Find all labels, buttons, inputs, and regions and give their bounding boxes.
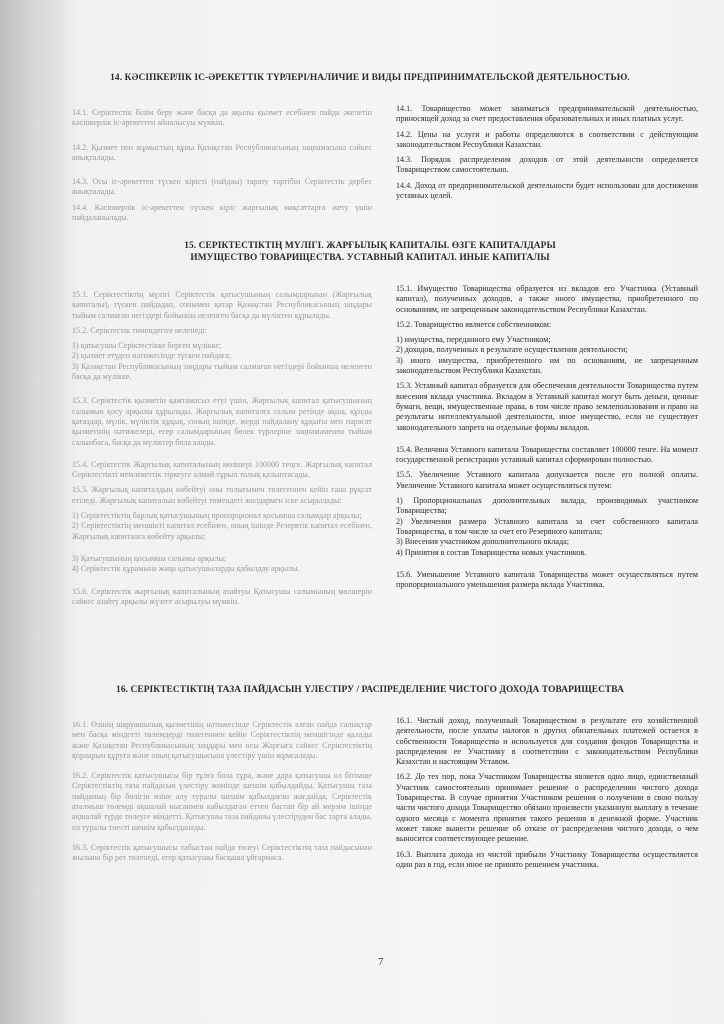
clause-14-3-ru: 14.3. Порядок распределения доходов от этой деятельности определяется Товариществом самостоятельно. bbox=[396, 155, 698, 175]
clause-16-2-kk: 16.2. Серіктестік қатысушысы бір тұлға бола тұра, және дара қатысушы ол бітімше Серіктестіктің таза пайдасын үлестіру жөнінде шешім қабылдайды. Қатысушы таза пайданың бір бөлігін өзіне алу туралы шешім қабылдаған жағдайда, Серіктестік аталмыш төлемді ақшалай нысанмен кабылдаған еттен бастап бір ай мерзім ішінде ақшалай түрде төлеуге міндетті. Қатысушы таза пайданы үлестіруден бас тарта алады, ол туралы тиесті шешім қабылданады. bbox=[72, 771, 372, 832]
section-15-kk-column bbox=[72, 290, 372, 612]
clause-14-1-kk: 14.1. Серіктестік білім беру және басқа да ақылы қызмет есебінен пайда әкелетін кәсіпкерлік іс-әрекеттен айналысуы мүмкін. bbox=[72, 108, 372, 128]
section-16-heading: 16. СЕРІКТЕСТІКТІҢ ТАЗА ПАЙДАСЫН ҮЛЕСТІРУ / РАСПРЕДЕЛЕНИЕ ЧИСТОГО ДОХОДА ТОВАРИЩЕСТВА bbox=[116, 685, 624, 695]
list-item: 4) Принятия в состав Товарищества новых участников. bbox=[396, 547, 587, 557]
section-15-heading-kk: 15. СЕРІКТЕСТІКТІҢ МҮЛІГІ. ЖАРҒЫЛЫҚ КАПИТАЛЫ. ӨЗГЕ КАПИТАЛДАРЫ bbox=[184, 241, 556, 251]
section-14-heading: 14. КӘСІПКЕРЛІК ІС-ӘРЕКЕТТІК ТҮРЛЕРІ/НАЛИЧИЕ И ВИДЫ ПРЕДПРИНИМАТЕЛЬСКОЙ ДЕЯТЕЛЬНОСТЬЮ. bbox=[110, 73, 630, 83]
clause-14-1-ru: 14.1. Товарищество может заниматься предпринимательской деятельностью, приносящей доход за счет предоставления образовательных и иных платных услуг. bbox=[396, 104, 698, 124]
list-item: 1) қатысушы Серіктестікке берген мүлікке; bbox=[72, 341, 222, 351]
list-item: 3) Внесения участником дополнительного вклада; bbox=[396, 537, 569, 547]
clause-15-5-ru: 15.5. Увеличение Уставного капитала допускается после его полной оплаты. Увеличение Уставного капитала может осуществляться путем: bbox=[396, 470, 698, 490]
clause-15-2-kk: 15.2. Серіктестік төмендегіге иеленеді: bbox=[72, 325, 207, 335]
clause-15-1-kk: 15.1. Серіктестіктің мүлігі Серіктестік қатысушының салымдарынан (Жарғылық капиталы), түскен пайдадан, сонымен қатар Қазақстан Республикасының заңдары тыйым салмаған негіздері бойынша иеленген басқа да мүліктен құрылады. bbox=[72, 290, 372, 320]
clause-14-2-ru: 14.2. Цены на услуги и работы определяются в соответствии с действующим законодательством Республики Казахстан. bbox=[396, 129, 698, 149]
list-item: 2) Серіктестіктің меншікті капитал есебінен, оның ішінде Резервтік капитал есебінен, Жарғылық капиталға көбейту арқылы; bbox=[72, 521, 372, 541]
clause-15-3-ru: 15.3. Уставный капитал образуется для обеспечения деятельности Товарищества путем внесения вклада участника. Вкладом в Уставный капитал могут быть деньги, ценные бумаги, вещи, имущественные права, в том числе право землепользования и право на результаты интеллектуальной деятельности, иное имущество, если не существует законодательного запрета на отдельные формы вкладов. bbox=[396, 381, 698, 432]
section-14-kk-column bbox=[72, 108, 372, 228]
section-14-ru-column bbox=[396, 104, 698, 206]
clause-14-4-ru: 14.4. Доход от предпринимательской деятельности будет использован для достижения уставных целей. bbox=[396, 180, 698, 201]
clause-14-2-kk: 14.2. Қызмет пен жұмыстың құны Қазақстан Республикасының заңнамасына сәйкес анықталады. bbox=[72, 142, 372, 162]
clause-16-3-kk: 16.3. Серіктестік қатысушысы табыстан пайда төлеуі Серіктестіктің таза пайдасынан жылына бір рет төленеді, егер қатысушы басқаша ұйғармаса. bbox=[72, 842, 372, 863]
clause-16-1-kk: 16.1. Өзінің шаруашылық қызметінің нәтижесінде Серіктестік алған пайда салықтар мен басқа міндетті төлемдерді төлегеннен кейін Серіктестіктің меншігінде қалады және Қазақстан Республикасының заңдары мен осы Жарғыға сәйкес Серіктестіктің қорларын құруға және оның қатысушысына үлестіру үшін жұмсалады. bbox=[72, 720, 372, 760]
list-item: 3) иного имущества, приобретенного им по основаниям, не запрещенным законодательством Республики Казахстан. bbox=[396, 355, 698, 376]
page-number: 7 bbox=[378, 956, 384, 968]
clause-15-6-ru: 15.6. Уменьшение Уставного капитала Товарищества может осуществляться путем пропорционального уменьшения размера вклада Участника. bbox=[396, 569, 698, 590]
clause-15-4-ru: 15.4. Величина Уставного капитала Товарищества составляет 100000 тенге. На момент государственной регистрации уставный капитал сформирован полностью. bbox=[396, 444, 698, 465]
section-15-heading-ru: ИМУЩЕСТВО ТОВАРИЩЕСТВА. УСТАВНЫЙ КАПИТАЛ. ИНЫЕ КАПИТАЛЫ bbox=[190, 253, 550, 263]
list-item: 1) имущества, переданного ему Участником; bbox=[396, 335, 551, 345]
section-15-heading bbox=[60, 240, 680, 264]
clause-16-3-ru: 16.3. Выплата дохода из чистой прибыли Участнику Товарищества осуществляется один раз в год, если иное не принято решением участника. bbox=[396, 849, 698, 869]
clause-15-3-kk: 15.3. Серіктестік қызметін қамтамасыз етуі үшін, Жарғылық капитал қатысушының салымын қосу арқылы құрылады. Жарғылық капиталға салым ретінде ақша, құнды қағаздар, мүлік, мүліктік құқық, соның ішінде, жерді пайдалану құқығы мен парасат қызметінің нәтижелері, егер салымдарының бөлек түрлеріне заңнамаменен тыйым салынбаса, басқа да мүліктер бола алады. bbox=[72, 396, 372, 447]
list-item: 2) қызмет етуден нәтижесінде түскен пайдаға; bbox=[72, 351, 232, 361]
clause-15-1-ru: 15.1. Имущество Товарищества образуется из вкладов его Участника (Уставный капитал), полученных доходов, а также иного имущества, приобретенного по основаниям, не запрещенным законодательством Республики Казахстан. bbox=[396, 284, 698, 314]
list-item: 2) доходов, полученных в результате осуществления деятельности; bbox=[396, 345, 628, 355]
clause-16-1-ru: 16.1. Чистый доход, полученный Товариществом в результате его хозяйственной деятельности, после уплаты налогов и других обязательных платежей остается в собственности Товарищества и используется для создания фондов Товарищества и распределения ее Участнику в соответствии с законодательством Республики Казахстан и настоящим Уставом. bbox=[396, 716, 698, 767]
scan-shadow bbox=[0, 0, 40, 1024]
list-item: 3) Қатысушының қосымша салымы арқылы; bbox=[72, 553, 227, 563]
section-16-ru-column bbox=[396, 716, 698, 875]
clause-15-4-kk: 15.4. Серіктестік Жарғылық капиталының мөлшері 100000 теңге. Жарғылық капитал Серіктестікті мемлекеттік тіркеуге алмай тұрып толық қалыптасады. bbox=[72, 459, 372, 480]
clause-15-2-ru: 15.2. Товарищество является собственником: bbox=[396, 319, 552, 329]
list-item: 1) Серіктестіктің барлық қатысушының пропорционал қосымша салымдар арқылы; bbox=[72, 511, 362, 521]
clause-15-6-kk: 15.6. Серіктестік жарғылық капиталының азайтуы Қатысушы салымының мөлшерін сәйкес азайту арқылы жүзеге асырылуы мүмкін. bbox=[72, 586, 372, 606]
section-16-kk-column bbox=[72, 720, 372, 869]
section-15-ru-column bbox=[396, 284, 698, 595]
clause-14-4-kk: 14.4. Кәсіпкерлік іс-әрекеттен түскен кіріс жарғылық мақсаттарға жету үшін пайдаланылады. bbox=[72, 202, 372, 223]
list-item: 3) Қазақстан Республикасының заңдары тыйым салмаған негіздері бойынша иеленген басқа да мүлікке. bbox=[72, 361, 372, 382]
clause-14-3-kk: 14.3. Осы іс-әрекеттен түскен кірісті (пайдаы) тарату тәртібін Серіктестік дербес анықталады. bbox=[72, 177, 372, 197]
clause-15-5-kk: 15.5. Жарғылық капиталдың көбейтуі оны толығымен төлегеннен кейін ғана рұқсат етіледі. Жарғылық капиталын көбейтуі төмендегі жолдармен іске асырылады: bbox=[72, 485, 372, 505]
list-item: 1) Пропорциональных дополнительных вклада, производимых участником Товарищества; bbox=[396, 496, 698, 516]
list-item: 4) Серіктестік құрамына жаңа қатысушыларды қабылдау арқылы. bbox=[72, 564, 300, 574]
list-item: 2) Увеличения размера Уставного капитала за счет собственного капитала Товарищества, в том числе за счет его Резервного капитала; bbox=[396, 516, 698, 536]
clause-16-2-ru: 16.2. До тех пор, пока Участником Товарищества является одно лицо, единственный Участник самостоятельно принимает решение о распределении чистого дохода Товарищества. В случае принятия Участником решения о получении в свою пользу части чистого дохода Товарищество обязано произвести указанную выплату в течение одного месяца с момента принятия такого решения в денежной форме. Участник может также вынести решение об отказе от распределения чистого дохода, о чем выносится соответствующее решение. bbox=[396, 772, 698, 844]
